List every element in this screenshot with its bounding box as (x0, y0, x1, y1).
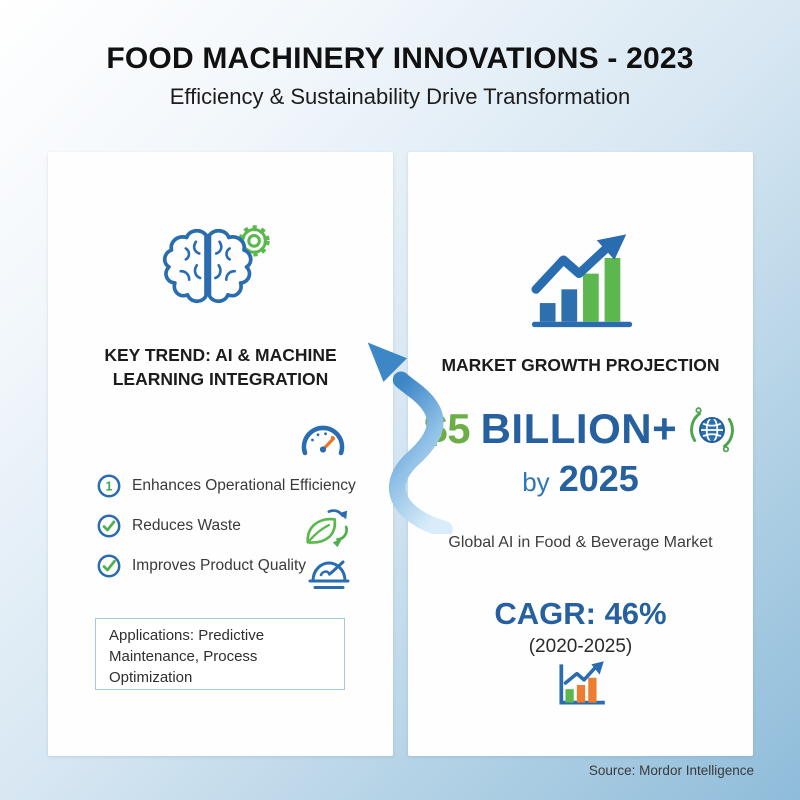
svg-text:1: 1 (105, 479, 113, 494)
cagr-value: CAGR: 46% (494, 596, 667, 631)
page-subtitle: Efficiency & Sustainability Drive Transformation (169, 84, 631, 109)
left-panel-heading: KEY TREND: AI & MACHINE LEARNING INTEGRATION (104, 345, 337, 389)
by-label: by (522, 467, 550, 497)
benefit-label: Enhances Operational Efficiency (132, 477, 356, 494)
mini-chart-svg (552, 658, 610, 710)
value-unit: BILLION+ (480, 405, 678, 452)
eco-globe-icon (687, 404, 737, 454)
eco-recycle-svg (302, 502, 350, 550)
cagr-period: (2020-2025) (528, 636, 633, 657)
year-value: 2025 (558, 458, 639, 499)
brain-gear-svg (158, 224, 276, 310)
eco-recycle-icon (302, 502, 350, 550)
page-title: FOOD MACHINERY INNOVATIONS - 2023 (106, 42, 694, 75)
market-label: Global AI in Food & Beverage Market (448, 534, 713, 551)
speedometer-svg (298, 418, 348, 462)
benefit-item (97, 474, 367, 498)
benefit-label: Reduces Waste (132, 517, 241, 534)
number-1-circle-icon (97, 474, 121, 498)
source-credit: Source: Mordor Intelligence (588, 763, 754, 778)
curved-transition-arrow (352, 326, 465, 534)
applications-box: Applications: Predictive Maintenance, Process Optimization (95, 618, 345, 690)
benefit-label: Improves Product Quality (132, 557, 307, 574)
food-dish-icon (306, 554, 352, 596)
brain-gear-icon (158, 224, 276, 310)
check-circle-icon (97, 514, 121, 538)
growth-chart-svg (530, 228, 638, 332)
growth-chart-icon (530, 228, 638, 332)
left-panel (48, 152, 393, 756)
check-circle-icon (97, 554, 121, 578)
speedometer-icon (298, 418, 348, 462)
mini-chart-icon (552, 658, 610, 710)
right-panel-heading: MARKET GROWTH PROJECTION (441, 355, 720, 375)
food-dish-svg (306, 554, 352, 596)
value-amount: $5 (423, 405, 471, 452)
